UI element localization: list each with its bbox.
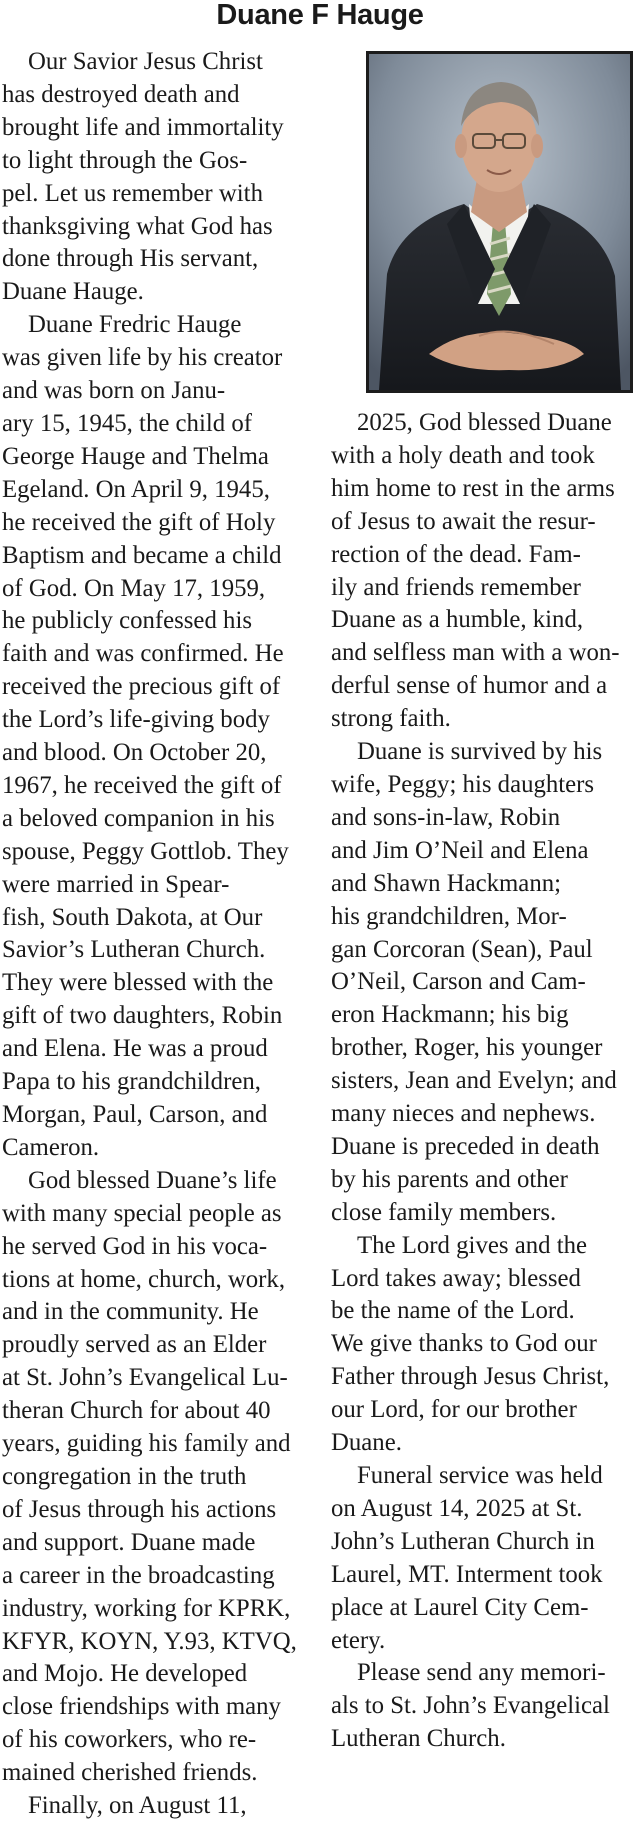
text-line: Duane is preceded in death bbox=[331, 1132, 600, 1160]
text-line: close family members. bbox=[331, 1198, 557, 1226]
text-line: 1967, he received the gift of bbox=[2, 771, 282, 799]
text-line: and sons-in-law, Robin bbox=[331, 803, 561, 831]
text-line: he publicly confessed his bbox=[2, 607, 252, 635]
text-line: be the name of the Lord. bbox=[331, 1297, 575, 1325]
text-line: and Shawn Hackmann; bbox=[331, 869, 562, 897]
text-line: Savior’s Lutheran Church. bbox=[2, 936, 266, 964]
obituary-paragraph bbox=[2, 46, 308, 309]
text-line: and selfless man with a won- bbox=[331, 639, 620, 667]
text-line: and support. Duane made bbox=[2, 1528, 256, 1556]
text-line: brother, Roger, his younger bbox=[331, 1034, 603, 1062]
portrait-image bbox=[369, 54, 630, 390]
text-line: were married in Spear- bbox=[2, 870, 230, 898]
text-line: als to St. John’s Evangelical bbox=[331, 1692, 610, 1720]
text-line: with a holy death and took bbox=[331, 441, 595, 469]
text-line: congregation in the truth bbox=[2, 1462, 247, 1490]
text-line: our Lord, for our brother bbox=[331, 1396, 577, 1424]
text-line: faith and was confirmed. He bbox=[2, 640, 284, 668]
text-line: his grandchildren, Mor- bbox=[331, 902, 567, 930]
text-line: theran Church for about 40 bbox=[2, 1397, 271, 1425]
text-line: Lutheran Church. bbox=[331, 1725, 506, 1753]
text-line: industry, working for KPRK, bbox=[2, 1594, 291, 1622]
text-line: rection of the dead. Fam- bbox=[331, 540, 581, 568]
text-line: and was born on Janu- bbox=[2, 377, 226, 405]
text-line: of his coworkers, who re- bbox=[2, 1726, 257, 1754]
text-line: and in the community. He bbox=[2, 1298, 259, 1326]
obituary-column-right bbox=[331, 407, 637, 1756]
obituary-paragraph bbox=[2, 1790, 308, 1823]
obituary-paragraph bbox=[331, 1230, 637, 1460]
text-line: years, guiding his family and bbox=[2, 1430, 291, 1458]
text-line: brought life and immortality bbox=[2, 113, 284, 141]
text-line: place at Laurel City Cem- bbox=[331, 1593, 589, 1621]
text-line: spouse, Peggy Gottlob. They bbox=[2, 837, 289, 865]
text-line: he received the gift of Holy bbox=[2, 508, 276, 536]
text-line: KFYR, KOYN, Y.93, KTVQ, bbox=[2, 1627, 297, 1655]
text-line: and Jim O’Neil and Elena bbox=[331, 836, 589, 864]
text-line: etery. bbox=[331, 1626, 386, 1654]
text-line: Baptism and became a child bbox=[2, 541, 282, 569]
text-line: many nieces and nephews. bbox=[331, 1100, 596, 1128]
text-line: Duane is survived by his bbox=[357, 738, 603, 766]
text-line: thanksgiving what God has bbox=[2, 212, 273, 240]
text-line: a beloved companion in his bbox=[2, 804, 275, 832]
text-line: John’s Lutheran Church in bbox=[331, 1527, 595, 1555]
text-line: The Lord gives and the bbox=[357, 1231, 587, 1259]
text-line: ily and friends remember bbox=[331, 573, 581, 601]
text-line: Funeral service was held bbox=[357, 1462, 603, 1489]
text-line: derful sense of humor and a bbox=[331, 672, 608, 700]
text-line: Finally, on August 11, bbox=[28, 1792, 247, 1820]
obituary-paragraph bbox=[331, 1460, 637, 1657]
text-line: Please send any memori- bbox=[357, 1659, 606, 1687]
text-line: done through His servant, bbox=[2, 245, 259, 273]
text-line: tions at home, church, work, bbox=[2, 1265, 286, 1293]
text-line: Egeland. On April 9, 1945, bbox=[2, 475, 270, 503]
text-line: Papa to his grandchildren, bbox=[2, 1068, 261, 1096]
text-line: eron Hackmann; his big bbox=[331, 1001, 569, 1029]
text-line: Our Savior Jesus Christ bbox=[28, 48, 263, 75]
text-line: of Jesus to await the resur- bbox=[331, 507, 596, 535]
text-line: Father through Jesus Christ, bbox=[331, 1363, 610, 1391]
text-line: fish, South Dakota, at Our bbox=[2, 903, 263, 931]
text-line: him home to rest in the arms bbox=[331, 474, 615, 502]
text-line: a career in the broadcasting bbox=[2, 1561, 275, 1589]
text-line: he served God in his voca- bbox=[2, 1232, 268, 1260]
text-line: the Lord’s life-giving body bbox=[2, 706, 270, 734]
text-line: received the precious gift of bbox=[2, 673, 281, 701]
obituary-paragraph bbox=[331, 736, 637, 1230]
text-line: Duane. bbox=[331, 1429, 402, 1457]
text-line: of God. On May 17, 1959, bbox=[2, 574, 266, 602]
text-line: We give thanks to God our bbox=[331, 1330, 597, 1358]
text-line: Lord takes away; blessed bbox=[331, 1264, 581, 1292]
text-line: God blessed Duane’s life bbox=[28, 1166, 277, 1194]
text-line: mained cherished friends. bbox=[2, 1759, 258, 1787]
text-line: has destroyed death and bbox=[2, 80, 240, 108]
text-line: Morgan, Paul, Carson, and bbox=[2, 1101, 268, 1128]
obituary-title: Duane F Hauge bbox=[216, 0, 424, 31]
text-line: Duane as a humble, kind, bbox=[331, 606, 584, 634]
text-line: gift of two daughters, Robin bbox=[2, 1002, 283, 1030]
obituary-column-left bbox=[2, 46, 308, 1823]
text-line: gan Corcoran (Sean), Paul bbox=[331, 935, 593, 963]
text-line: Laurel, MT. Interment took bbox=[331, 1560, 603, 1588]
text-line: of Jesus through his actions bbox=[2, 1495, 277, 1523]
text-line: ary 15, 1945, the child of bbox=[2, 409, 252, 437]
text-line: wife, Peggy; his daughters bbox=[331, 770, 595, 798]
text-line: Duane Hauge. bbox=[2, 278, 144, 306]
portrait-photo bbox=[366, 51, 633, 393]
text-line: O’Neil, Carson and Cam- bbox=[331, 968, 586, 996]
text-line: on August 14, 2025 at St. bbox=[331, 1494, 583, 1522]
text-line: proudly served as an Elder bbox=[2, 1331, 267, 1359]
text-line: 2025, God blessed Duane bbox=[357, 409, 612, 436]
text-line: at St. John’s Evangelical Lu- bbox=[2, 1364, 288, 1392]
text-line: pel. Let us remember with bbox=[2, 179, 263, 207]
text-line: George Hauge and Thelma bbox=[2, 442, 269, 470]
text-line: by his parents and other bbox=[331, 1165, 568, 1193]
obituary-paragraph bbox=[2, 309, 308, 1165]
obituary-paragraph bbox=[331, 407, 637, 736]
text-line: strong faith. bbox=[331, 705, 451, 733]
text-line: sisters, Jean and Evelyn; and bbox=[331, 1067, 617, 1095]
text-line: close friendships with many bbox=[2, 1693, 281, 1721]
obituary-paragraph bbox=[331, 1657, 637, 1756]
text-line: and Elena. He was a proud bbox=[2, 1035, 268, 1063]
text-line: and Mojo. He developed bbox=[2, 1660, 248, 1688]
text-line: They were blessed with the bbox=[2, 969, 274, 997]
text-line: was given life by his creator bbox=[2, 344, 283, 372]
obituary-paragraph bbox=[2, 1165, 308, 1790]
text-line: Cameron. bbox=[2, 1133, 100, 1161]
text-line: Duane Fredric Hauge bbox=[28, 311, 242, 339]
text-line: and blood. On October 20, bbox=[2, 739, 267, 767]
text-line: to light through the Gos- bbox=[2, 146, 248, 174]
text-line: with many special people as bbox=[2, 1199, 282, 1227]
